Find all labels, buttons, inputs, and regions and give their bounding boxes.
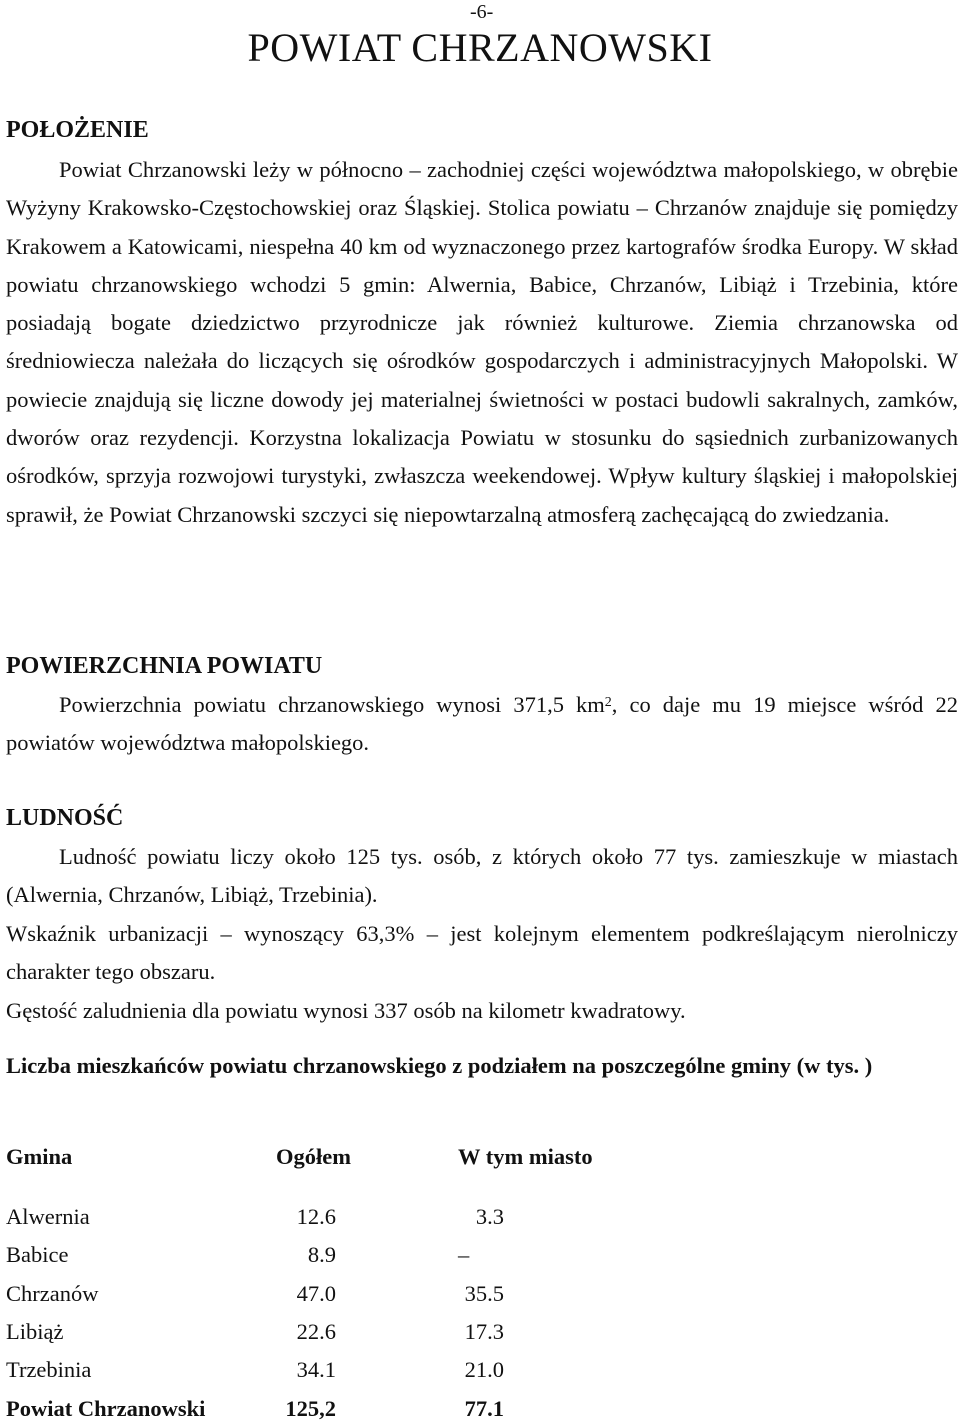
- cell-ogolem: [276, 1275, 458, 1313]
- header-gmina: Gmina: [6, 1144, 73, 1169]
- paragraph-ludnosc-1: [6, 838, 958, 915]
- cell-ogolem: [276, 1236, 458, 1274]
- value-miasto: 35.5: [464, 1280, 504, 1306]
- cell-ogolem: [276, 1389, 458, 1427]
- value-miasto: 17.3: [464, 1319, 504, 1345]
- population-table: [6, 1144, 658, 1428]
- page-title: POWIAT CHRZANOWSKI: [247, 25, 713, 70]
- cell-miasto: [458, 1351, 658, 1389]
- value-ogolem: 34.1: [296, 1357, 336, 1383]
- cell-miasto: [458, 1236, 658, 1274]
- section-heading-polozenie: POŁOŻENIE: [6, 117, 149, 143]
- powierzchnia-sup: 2: [604, 695, 612, 710]
- cell-miasto: [458, 1389, 658, 1427]
- page-number: -6-: [470, 1, 494, 23]
- cell-gmina: Trzebinia: [6, 1357, 92, 1383]
- table-row: [6, 1351, 658, 1389]
- header-miasto: W tym miasto: [458, 1144, 593, 1169]
- table-row: [6, 1313, 658, 1351]
- value-miasto: 77.1: [464, 1395, 504, 1421]
- paragraph-ludnosc-2: Wskaźnik urbanizacji – wynoszący 63,3% – jest kolejnym elementem podkreślającym nierolniczy charakter tego obszaru.: [6, 921, 958, 985]
- value-miasto: –: [458, 1242, 470, 1268]
- table-total-row: [6, 1389, 658, 1427]
- value-miasto: 21.0: [464, 1357, 504, 1383]
- table-caption: Liczba mieszkańców powiatu chrzanowskiego z podziałem na poszczególne gminy (w tys. ): [6, 1053, 873, 1078]
- powierzchnia-text-after: , co daje mu 19 miejsce wśród 22 powiatów województwa małopolskiego.: [6, 692, 958, 756]
- cell-gmina: Alwernia: [6, 1204, 90, 1230]
- cell-gmina: Powiat Chrzanowski: [6, 1395, 206, 1421]
- cell-miasto: [458, 1275, 658, 1313]
- cell-ogolem: [276, 1313, 458, 1351]
- cell-ogolem: [276, 1198, 458, 1236]
- value-ogolem: 8.9: [307, 1242, 336, 1268]
- value-ogolem: 22.6: [296, 1319, 336, 1345]
- paragraph-polozenie: [6, 151, 958, 534]
- section-heading-ludnosc: LUDNOŚĆ: [6, 805, 124, 831]
- table-row: [6, 1275, 658, 1313]
- value-ogolem: 125,2: [285, 1395, 336, 1421]
- paragraph-ludnosc-3: Gęstość zaludnienia dla powiatu wynosi 337 osób na kilometr kwadratowy.: [6, 998, 686, 1023]
- cell-ogolem: [276, 1351, 458, 1389]
- cell-gmina: Babice: [6, 1242, 69, 1268]
- header-ogolem: Ogółem: [276, 1144, 351, 1169]
- value-miasto: 3.3: [475, 1204, 504, 1230]
- paragraph-powierzchnia: [6, 686, 958, 763]
- table-header-row: [6, 1144, 658, 1184]
- table-row: [6, 1236, 658, 1274]
- cell-gmina: Chrzanów: [6, 1280, 99, 1306]
- value-ogolem: 12.6: [296, 1204, 336, 1230]
- powierzchnia-text-before: Powierzchnia powiatu chrzanowskiego wynosi 371,5 km: [59, 692, 605, 717]
- paragraph-polozenie-text: Powiat Chrzanowski leży w północno – zachodniej części województwa małopolskiego, w obrębie Wyżyny Krakowsko-Częstochowskiej oraz Śląskiej. Stolica powiatu – Chrzanów znajduje się pomiędzy Krakowem a Katowicami, niespełna 40 km od wyznaczonego przez kartografów środka Europy. W skład powiatu chrzanowskiego wchodzi 5 gmin: Alwernia, Babice, Chrzanów, Libiąż i Trzebinia, które posiadają bogate dziedzictwo przyrodnicze jak również kulturowe. Ziemia chrzanowska od średniowiecza należała do liczących się ośrodków gospodarczych i administracyjnych Małopolski. W powiecie znajdują się liczne dowody jej materialnej świetności w postaci budowli sakralnych, zamków, dworów oraz rezydencji. Korzystna lokalizacja Powiatu w stosunku do sąsiednich zurbanizowanych ośrodków, sprzyja rozwojowi turystyki, zwłaszcza weekendowej. Wpływ kultury śląskiej i małopolskiej sprawił, że Powiat Chrzanowski szczyci się niepowtarzalną atmosferą zachęcającą do zwiedzania.: [6, 157, 958, 527]
- section-heading-powierzchnia: POWIERZCHNIA POWIATU: [6, 653, 323, 679]
- table-row: [6, 1198, 658, 1236]
- value-ogolem: 47.0: [296, 1280, 336, 1306]
- ludnosc-p1-text: Ludność powiatu liczy około 125 tys. osób, z których około 77 tys. zamieszkuje w miastach (Alwernia, Chrzanów, Libiąż, Trzebinia).: [6, 844, 958, 908]
- cell-miasto: [458, 1313, 658, 1351]
- cell-miasto: [458, 1198, 658, 1236]
- cell-gmina: Libiąż: [6, 1319, 64, 1345]
